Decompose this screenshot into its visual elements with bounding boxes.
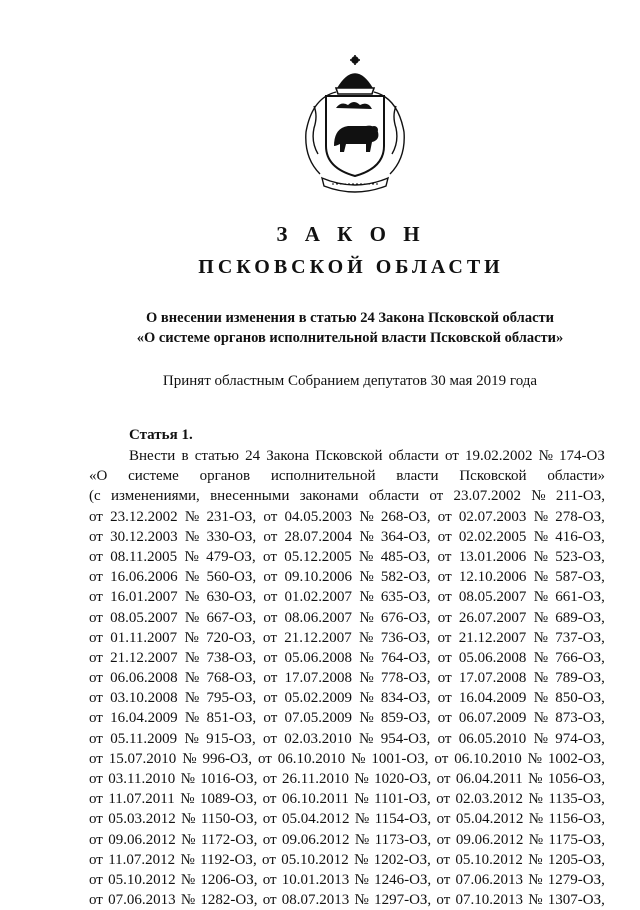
body-word: 416-ОЗ, [555, 528, 605, 545]
body-word: от [263, 528, 278, 545]
body-line [89, 567, 605, 587]
body-word: от [89, 690, 103, 707]
body-word: № [184, 730, 199, 747]
body-word: № [533, 569, 549, 586]
body-word: № [528, 771, 543, 787]
body-word: 485-ОЗ, [380, 548, 431, 565]
body-word: 08.05.2007 [458, 589, 527, 606]
body-word: № [359, 508, 374, 525]
body-word: № [184, 649, 200, 666]
body-line [89, 688, 605, 708]
body-word: № [359, 730, 374, 747]
body-word: 174-ОЗ [559, 448, 605, 464]
body-word: от [437, 730, 452, 747]
body-word: № [180, 851, 195, 868]
body-word: 30.12.2003 [110, 528, 178, 545]
body-word: 1089-ОЗ, [200, 791, 258, 808]
body-word: 15.07.2010 [108, 750, 177, 767]
body-word: 05.04.2012 [455, 811, 524, 828]
body-word: 11.07.2011 [108, 791, 175, 808]
body-word: 06.10.2010 [277, 750, 346, 767]
body-word: от [436, 851, 451, 868]
body-word: № [538, 448, 553, 464]
body-word: № [359, 649, 374, 666]
body-word: 26.11.2010 [282, 771, 349, 787]
body-word: 21.12.2007 [110, 649, 178, 666]
body-word: 08.06.2007 [284, 609, 353, 626]
body-word: 268-ОЗ, [380, 508, 431, 525]
body-word: 17.07.2008 [284, 670, 353, 687]
body-line [89, 708, 605, 728]
body-word: от [89, 649, 103, 666]
body-word: 09.06.2012 [282, 831, 350, 848]
body-word: 05.10.2012 [108, 871, 176, 888]
body-word: от [436, 771, 451, 787]
law-title: З А К О Н [276, 222, 426, 246]
body-word: 11.07.2012 [108, 851, 176, 868]
body-word: от [444, 448, 459, 464]
body-word: 26.07.2007 [458, 609, 527, 626]
body-word: от [437, 548, 452, 565]
law-heading-line-2: «О системе органов исполнительной власти Псковской области» [136, 330, 564, 346]
body-word: 02.03.2010 [284, 730, 352, 747]
body-line [89, 648, 605, 668]
body-word: 1002-ОЗ, [547, 750, 605, 767]
body-word: 02.03.2012 [455, 791, 524, 808]
body-word: от [263, 690, 278, 707]
body-word: от [262, 791, 277, 808]
body-word: 05.02.2009 [284, 690, 353, 707]
body-word: № [182, 750, 197, 767]
body-word: № [359, 629, 374, 646]
body-word: в [181, 448, 189, 464]
body-word: 954-ОЗ, [380, 730, 431, 747]
body-word: от [89, 811, 103, 828]
body-word: от [262, 831, 277, 848]
body-word: внесенными [210, 488, 290, 505]
body-word: 05.04.2012 [282, 811, 350, 828]
body-line [89, 809, 605, 829]
body-word: 06.10.2011 [281, 791, 349, 808]
body-word: № [359, 690, 374, 707]
body-word: 16.01.2007 [110, 589, 178, 606]
body-word: 1282-ОЗ, [200, 892, 258, 909]
body-word: 06.05.2010 [458, 730, 527, 747]
body-word: от [436, 831, 451, 848]
body-word: № [528, 791, 543, 808]
body-word: от [89, 629, 103, 646]
body-word: № [180, 771, 195, 787]
body-line [89, 729, 605, 749]
body-word: от [263, 569, 278, 586]
body-word: 1205-ОЗ, [547, 851, 605, 868]
body-word: от [429, 488, 444, 505]
law-heading [100, 308, 600, 348]
body-line [89, 446, 605, 466]
body-word: от [263, 548, 277, 565]
body-word: от [262, 871, 277, 888]
body-word: № [180, 892, 196, 909]
body-word: 676-ОЗ, [380, 609, 431, 626]
body-word: от [262, 892, 277, 909]
body-word: 278-ОЗ, [555, 508, 605, 525]
body-word: 05.10.2012 [281, 851, 349, 868]
body-word: 795-ОЗ, [206, 690, 257, 707]
body-word: № [184, 670, 200, 687]
body-word: от [434, 750, 449, 767]
body-word: 479-ОЗ, [206, 548, 256, 565]
body-line [89, 628, 605, 648]
body-word: 1156-ОЗ, [548, 811, 605, 828]
body-word: от [437, 670, 452, 687]
body-word: № [180, 791, 195, 808]
body-word: № [354, 851, 369, 868]
body-word: 08.05.2007 [110, 609, 178, 626]
body-word: от [89, 771, 103, 787]
body-word: 720-ОЗ, [206, 629, 256, 646]
body-line [89, 507, 605, 527]
body-word: от [437, 629, 452, 646]
body-word: № [184, 569, 200, 586]
body-word: № [533, 710, 549, 727]
body-word: 03.10.2008 [110, 690, 178, 707]
body-word: 1150-ОЗ, [200, 811, 258, 828]
body-word: от [436, 791, 451, 808]
body-word: 21.12.2007 [458, 629, 527, 646]
body-word: 28.07.2004 [284, 528, 353, 545]
body-word: 996-ОЗ, [202, 750, 253, 767]
body-word: 974-ОЗ, [555, 730, 605, 747]
body-word: 523-ОЗ, [555, 548, 605, 565]
body-word: от [437, 710, 452, 727]
body-word: № [528, 892, 543, 909]
body-word: от [437, 609, 452, 626]
body-line [89, 466, 605, 486]
body-word: № [184, 690, 200, 707]
body-word: № [359, 528, 374, 545]
body-word: Внести [129, 448, 176, 464]
body-word: от [89, 791, 103, 808]
body-word: от [89, 750, 103, 767]
body-word: № [531, 488, 546, 505]
body-word: № [533, 548, 548, 565]
body-word: области [388, 448, 439, 464]
body-line [89, 850, 605, 870]
body-line [89, 870, 605, 890]
body-word: № [533, 589, 549, 606]
body-word: 736-ОЗ, [380, 629, 431, 646]
body-word: 05.06.2008 [458, 649, 527, 666]
law-heading-line-1: О внесении изменения в статью 24 Закона Псковской области [146, 310, 554, 326]
body-line [89, 527, 605, 547]
body-word: от [263, 710, 278, 727]
body-word: 08.11.2005 [110, 548, 178, 565]
body-word: от [89, 710, 103, 727]
body-word: 737-ОЗ, [555, 629, 605, 646]
body-word: № [533, 609, 549, 626]
body-word: № [181, 811, 196, 828]
body-word: системе [128, 468, 179, 485]
body-word: 06.06.2008 [110, 670, 178, 687]
body-word: 764-ОЗ, [380, 649, 431, 666]
body-word: 02.02.2005 [458, 528, 527, 545]
body-word: Псковской [459, 468, 527, 485]
body-word: 231-ОЗ, [206, 508, 257, 525]
body-word: 859-ОЗ, [380, 710, 431, 727]
article-body [89, 446, 605, 910]
body-word: 1246-ОЗ, [374, 871, 432, 888]
body-word: 05.11.2009 [110, 730, 178, 747]
body-word: 1202-ОЗ, [373, 851, 431, 868]
body-word: 13.01.2006 [458, 548, 527, 565]
body-word: от [89, 871, 103, 888]
body-word: 851-ОЗ, [206, 710, 257, 727]
body-word: 16.04.2009 [458, 690, 527, 707]
body-word: 05.12.2005 [284, 548, 352, 565]
body-word: 05.10.2012 [455, 851, 523, 868]
body-word: 07.06.2013 [108, 892, 176, 909]
body-word: 03.11.2010 [108, 771, 176, 787]
body-word: 09.06.2012 [455, 831, 524, 848]
body-word: № [354, 791, 369, 808]
body-word: № [181, 831, 196, 848]
body-line [89, 830, 605, 850]
body-word: от [89, 730, 103, 747]
body-word: от [263, 508, 278, 525]
body-word: 23.12.2002 [110, 508, 178, 525]
body-word: 738-ОЗ, [206, 649, 257, 666]
body-word: изменениями, [110, 488, 200, 505]
body-word: от [436, 811, 451, 828]
body-word: № [359, 710, 374, 727]
body-word: 1192-ОЗ, [200, 851, 257, 868]
body-word: от [89, 609, 103, 626]
body-word: «О [89, 468, 108, 485]
article-title: Статья 1. [129, 427, 193, 443]
body-word: № [533, 670, 549, 687]
body-word: от [89, 528, 103, 545]
body-word: от [89, 831, 103, 848]
body-word: 07.05.2009 [284, 710, 353, 727]
body-word: 05.03.2012 [108, 811, 176, 828]
body-word: № [180, 871, 196, 888]
body-word: № [184, 548, 199, 565]
body-word: от [263, 589, 278, 606]
body-line [89, 547, 605, 567]
body-word: от [437, 528, 452, 545]
body-word: 02.07.2003 [458, 508, 527, 525]
adoption-note: Принят областным Собранием депутатов 30 мая 2019 года [162, 373, 538, 389]
body-word: № [533, 690, 549, 707]
body-word: № [354, 771, 369, 787]
body-word: 915-ОЗ, [206, 730, 256, 747]
body-word: № [528, 811, 544, 828]
body-word: 07.06.2013 [455, 871, 523, 888]
body-word: № [528, 831, 544, 848]
body-word: от [263, 609, 278, 626]
body-word: 17.07.2008 [458, 670, 527, 687]
body-word: Закона [266, 448, 310, 464]
body-word: 23.07.2002 [453, 488, 521, 505]
body-word: 04.05.2003 [284, 508, 353, 525]
body-word: от [89, 548, 103, 565]
body-word: № [354, 871, 369, 888]
body-word: № [533, 508, 549, 525]
body-word: от [437, 508, 452, 525]
body-word: от [89, 892, 103, 909]
body-word: 1172-ОЗ, [200, 831, 258, 848]
body-word: области [368, 488, 419, 505]
body-word: № [528, 871, 543, 888]
body-word: 560-ОЗ, [206, 569, 257, 586]
body-word: статью [194, 448, 239, 464]
body-word: 1135-ОЗ, [548, 791, 605, 808]
body-word: (с [89, 488, 101, 505]
body-word: от [89, 851, 103, 868]
body-word: 1206-ОЗ, [200, 871, 258, 888]
body-word: 635-ОЗ, [380, 589, 431, 606]
body-word: № [359, 548, 374, 565]
body-word: от [262, 851, 276, 868]
body-word: № [359, 589, 374, 606]
body-word: 21.12.2007 [284, 629, 352, 646]
body-word: 330-ОЗ, [206, 528, 257, 545]
body-word: от [263, 670, 278, 687]
body-word: от [262, 771, 277, 787]
body-word: 1173-ОЗ, [374, 831, 432, 848]
body-line [89, 749, 605, 769]
body-word: власти [396, 468, 439, 485]
body-word: 1101-ОЗ, [374, 791, 431, 808]
body-word: № [527, 750, 542, 767]
body-word: № [359, 609, 374, 626]
body-word: 689-ОЗ, [555, 609, 605, 626]
body-line [89, 668, 605, 688]
body-word: 12.10.2006 [458, 569, 527, 586]
body-line [89, 890, 605, 910]
body-word: 16.06.2006 [110, 569, 178, 586]
body-word: 766-ОЗ, [555, 649, 605, 666]
body-line [89, 587, 605, 607]
body-word: 778-ОЗ, [380, 670, 431, 687]
body-word: 1297-ОЗ, [374, 892, 432, 909]
body-word: 16.04.2009 [110, 710, 178, 727]
body-word: от [437, 690, 452, 707]
coat-of-arms-icon [296, 54, 414, 196]
body-word: органов [199, 468, 251, 485]
body-line [89, 486, 605, 506]
body-word: 364-ОЗ, [380, 528, 431, 545]
body-word: 06.10.2010 [454, 750, 522, 767]
body-word: 01.02.2007 [284, 589, 353, 606]
body-word: 211-ОЗ, [555, 488, 605, 505]
body-word: от [436, 892, 451, 909]
body-word: 789-ОЗ, [555, 670, 605, 687]
body-word: 587-ОЗ, [555, 569, 605, 586]
body-word: от [89, 569, 103, 586]
body-word: № [184, 710, 200, 727]
body-word: № [184, 528, 200, 545]
body-word: от [263, 649, 278, 666]
body-word: № [354, 831, 370, 848]
body-word: 1279-ОЗ, [547, 871, 605, 888]
body-word: 661-ОЗ, [555, 589, 605, 606]
body-word: от [263, 629, 277, 646]
body-line [89, 789, 605, 809]
body-word: исполнительной [270, 468, 376, 485]
body-word: 05.06.2008 [284, 649, 353, 666]
body-word: 09.06.2012 [108, 831, 176, 848]
body-line [89, 608, 605, 628]
body-word: № [184, 629, 199, 646]
body-word: от [437, 569, 452, 586]
body-word: № [359, 569, 374, 586]
body-word: от [89, 589, 103, 606]
body-word: 24 [245, 448, 261, 464]
body-line [89, 769, 605, 789]
body-word: 630-ОЗ, [206, 589, 257, 606]
body-word: области» [547, 468, 605, 485]
region-title: ПСКОВСКОЙ ОБЛАСТИ [198, 256, 504, 278]
body-word: 768-ОЗ, [206, 670, 257, 687]
body-word: 582-ОЗ, [380, 569, 431, 586]
body-word: от [257, 750, 272, 767]
body-word: от [89, 508, 103, 525]
body-word: от [89, 670, 103, 687]
body-word: № [533, 629, 548, 646]
body-word: № [533, 528, 549, 545]
body-word: 667-ОЗ, [206, 609, 257, 626]
body-word: от [262, 811, 277, 828]
body-word: 873-ОЗ, [555, 710, 605, 727]
body-word: 1020-ОЗ, [374, 771, 432, 787]
body-word: № [354, 892, 369, 909]
body-word: законами [299, 488, 359, 505]
body-word: 1154-ОЗ, [374, 811, 432, 828]
body-word: 08.07.2013 [281, 892, 350, 909]
body-word: 19.02.2002 [464, 448, 533, 464]
body-word: от [437, 649, 452, 666]
body-word: 06.04.2011 [455, 771, 523, 787]
body-word: № [533, 730, 548, 747]
body-word: 1307-ОЗ, [547, 892, 605, 909]
body-word: 1016-ОЗ, [200, 771, 258, 787]
body-word: 06.07.2009 [458, 710, 527, 727]
body-word: № [184, 609, 200, 626]
body-word: № [359, 670, 374, 687]
body-word: от [436, 871, 451, 888]
body-word: 1175-ОЗ, [548, 831, 605, 848]
body-word: 01.11.2007 [110, 629, 178, 646]
body-word: Псковской [315, 448, 383, 464]
body-word: № [354, 811, 370, 828]
body-word: 07.10.2013 [455, 892, 523, 909]
body-word: 1056-ОЗ, [547, 771, 605, 787]
body-word: от [437, 589, 452, 606]
body-word: № [351, 750, 366, 767]
body-word: от [263, 730, 277, 747]
body-word: 1001-ОЗ, [371, 750, 429, 767]
body-word: 834-ОЗ, [380, 690, 431, 707]
body-word: № [184, 508, 200, 525]
body-word: 10.01.2013 [281, 871, 350, 888]
body-word: 850-ОЗ, [555, 690, 605, 707]
body-word: № [528, 851, 543, 868]
body-word: 09.10.2006 [284, 569, 353, 586]
body-word: № [184, 589, 200, 606]
body-word: № [533, 649, 549, 666]
